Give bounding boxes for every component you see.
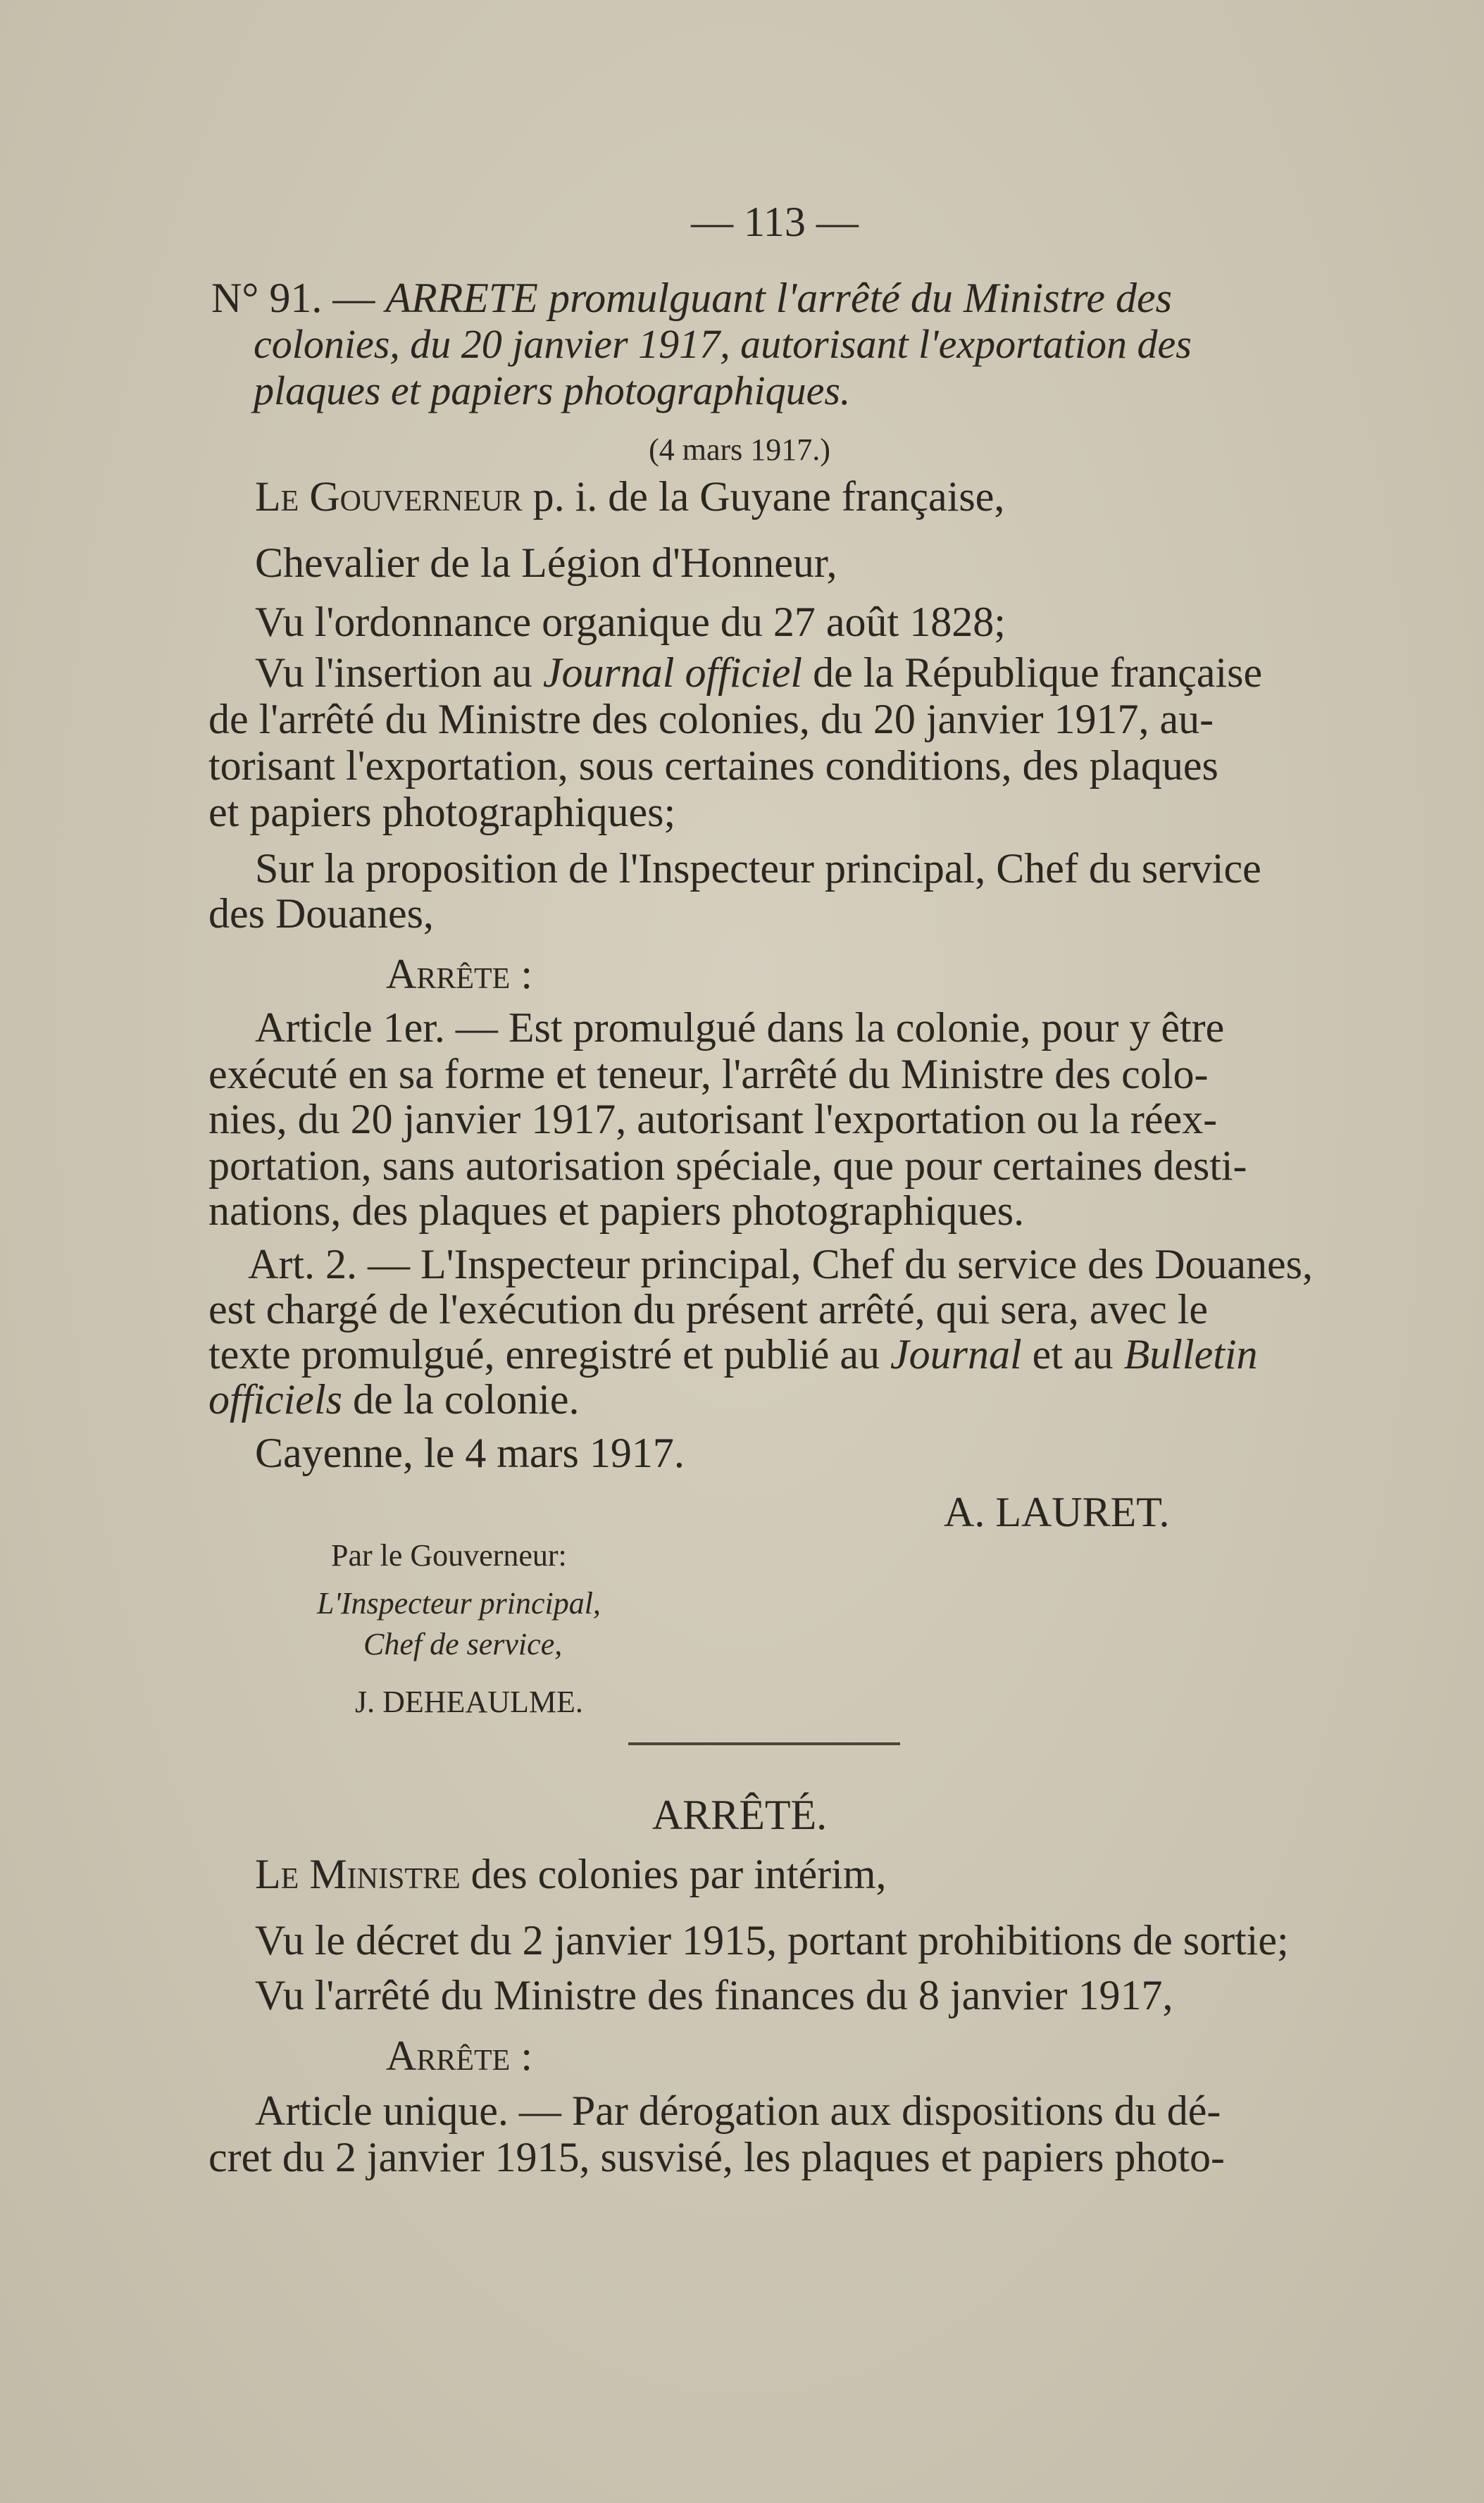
article-1-line-2: exécuté en sa forme et teneur, l'arrêté du Ministre des colo- (208, 1051, 1209, 1097)
gouverneur-le: Le (255, 473, 299, 520)
vu-insertion-line-2: de l'arrêté du Ministre des colonies, du 20 janvier 1917, au- (208, 696, 1214, 742)
vu-insertion-line-4: et papiers photographiques; (208, 789, 676, 835)
arrete-heading-2: Arrête : (386, 2033, 532, 2079)
ministre-rest: des colonies par intérim, (460, 1851, 887, 1897)
decree-title-line-2: colonies, du 20 janvier 1917, autorisant l'exportation des (254, 321, 1192, 367)
vu-insertion-line-3: torisant l'exportation, sous certaines conditions, des plaques (208, 742, 1218, 789)
signature-deheaulme: J. DEHEAULME. (355, 1685, 583, 1719)
vu-ordonnance-line: Vu l'ordonnance organique du 27 août 1828; (255, 599, 1006, 645)
article-2-line-1: Art. 2. — L'Inspecteur principal, Chef du service des Douanes, (248, 1241, 1314, 1287)
article-unique-line-2: cret du 2 janvier 1915, susvisé, les plaques et papiers photo- (208, 2134, 1225, 2180)
article-1-line-1: Article 1er. — Est promulgué dans la colonie, pour y être (255, 1004, 1225, 1051)
decree-number: N° 91. — (211, 275, 375, 321)
article-1-line-5: nations, des plaques et papiers photographiques. (208, 1187, 1025, 1234)
article-1-line-3: nies, du 20 janvier 1917, autorisant l'exportation ou la réex- (208, 1096, 1218, 1142)
vu-insertion-line-1 (255, 649, 1262, 696)
officiels-word: officiels (208, 1376, 342, 1423)
article-2-text-e: de la colonie. (342, 1376, 580, 1423)
section-divider (628, 1742, 900, 1745)
par-le-gouverneur: Par le Gouverneur: (331, 1538, 567, 1573)
arrete-title: ARRÊTÉ. (651, 1792, 828, 1838)
ministre-le: Le (255, 1851, 299, 1897)
gouverneur-line (255, 473, 1004, 520)
decree-title-line-3: plaques et papiers photographiques. (254, 368, 851, 413)
gouverneur-rest: p. i. de la Guyane française, (522, 473, 1005, 520)
vu-insertion-a: Vu l'insertion au (255, 649, 543, 696)
signature-lauret: A. LAURET. (944, 1489, 1170, 1535)
vu-arrete-finances-line: Vu l'arrêté du Ministre des finances du 8 janvier 1917, (255, 1972, 1173, 2018)
journal-officiel: Journal officiel (542, 649, 803, 696)
vu-decret-line: Vu le décret du 2 janvier 1915, portant prohibitions de sortie; (255, 1917, 1289, 1964)
arrete-heading-1: Arrête : (386, 951, 532, 997)
article-1-line-4: portation, sans autorisation spéciale, que pour certaines desti- (208, 1142, 1247, 1189)
chevalier-line: Chevalier de la Légion d'Honneur, (255, 539, 837, 586)
sur-proposition-line-1: Sur la proposition de l'Inspecteur principal, Chef du service (255, 845, 1261, 892)
ministre-word: Ministre (309, 1851, 461, 1897)
gouverneur-word: Gouverneur (309, 473, 523, 520)
inspecteur-principal: L'Inspecteur principal, (317, 1586, 601, 1621)
vu-insertion-c: de la République française (802, 649, 1263, 696)
page-number: — 113 — (691, 199, 859, 245)
article-unique-line-1: Article unique. — Par dérogation aux dispositions du dé- (255, 2087, 1221, 2134)
chef-de-service: Chef de service, (363, 1627, 563, 1661)
article-2-line-3 (208, 1331, 1258, 1378)
journal-word: Journal (890, 1331, 1022, 1378)
decree-date: (4 mars 1917.) (649, 432, 830, 467)
cayenne-date-line: Cayenne, le 4 mars 1917. (255, 1430, 685, 1476)
bulletin-word: Bulletin (1123, 1331, 1258, 1378)
article-2-line-4 (208, 1376, 580, 1423)
sur-proposition-line-2: des Douanes, (208, 890, 434, 937)
decree-title-line-1 (211, 275, 1172, 321)
decree-title-text: ARRETE promulguant l'arrêté du Ministre des (385, 275, 1172, 321)
article-2-text-c: et au (1021, 1331, 1124, 1378)
ministre-line (255, 1851, 887, 1897)
article-2-text-a: texte promulgué, enregistré et publié au (208, 1331, 890, 1378)
article-2-line-2: est chargé de l'exécution du présent arrêté, qui sera, avec le (208, 1286, 1209, 1332)
